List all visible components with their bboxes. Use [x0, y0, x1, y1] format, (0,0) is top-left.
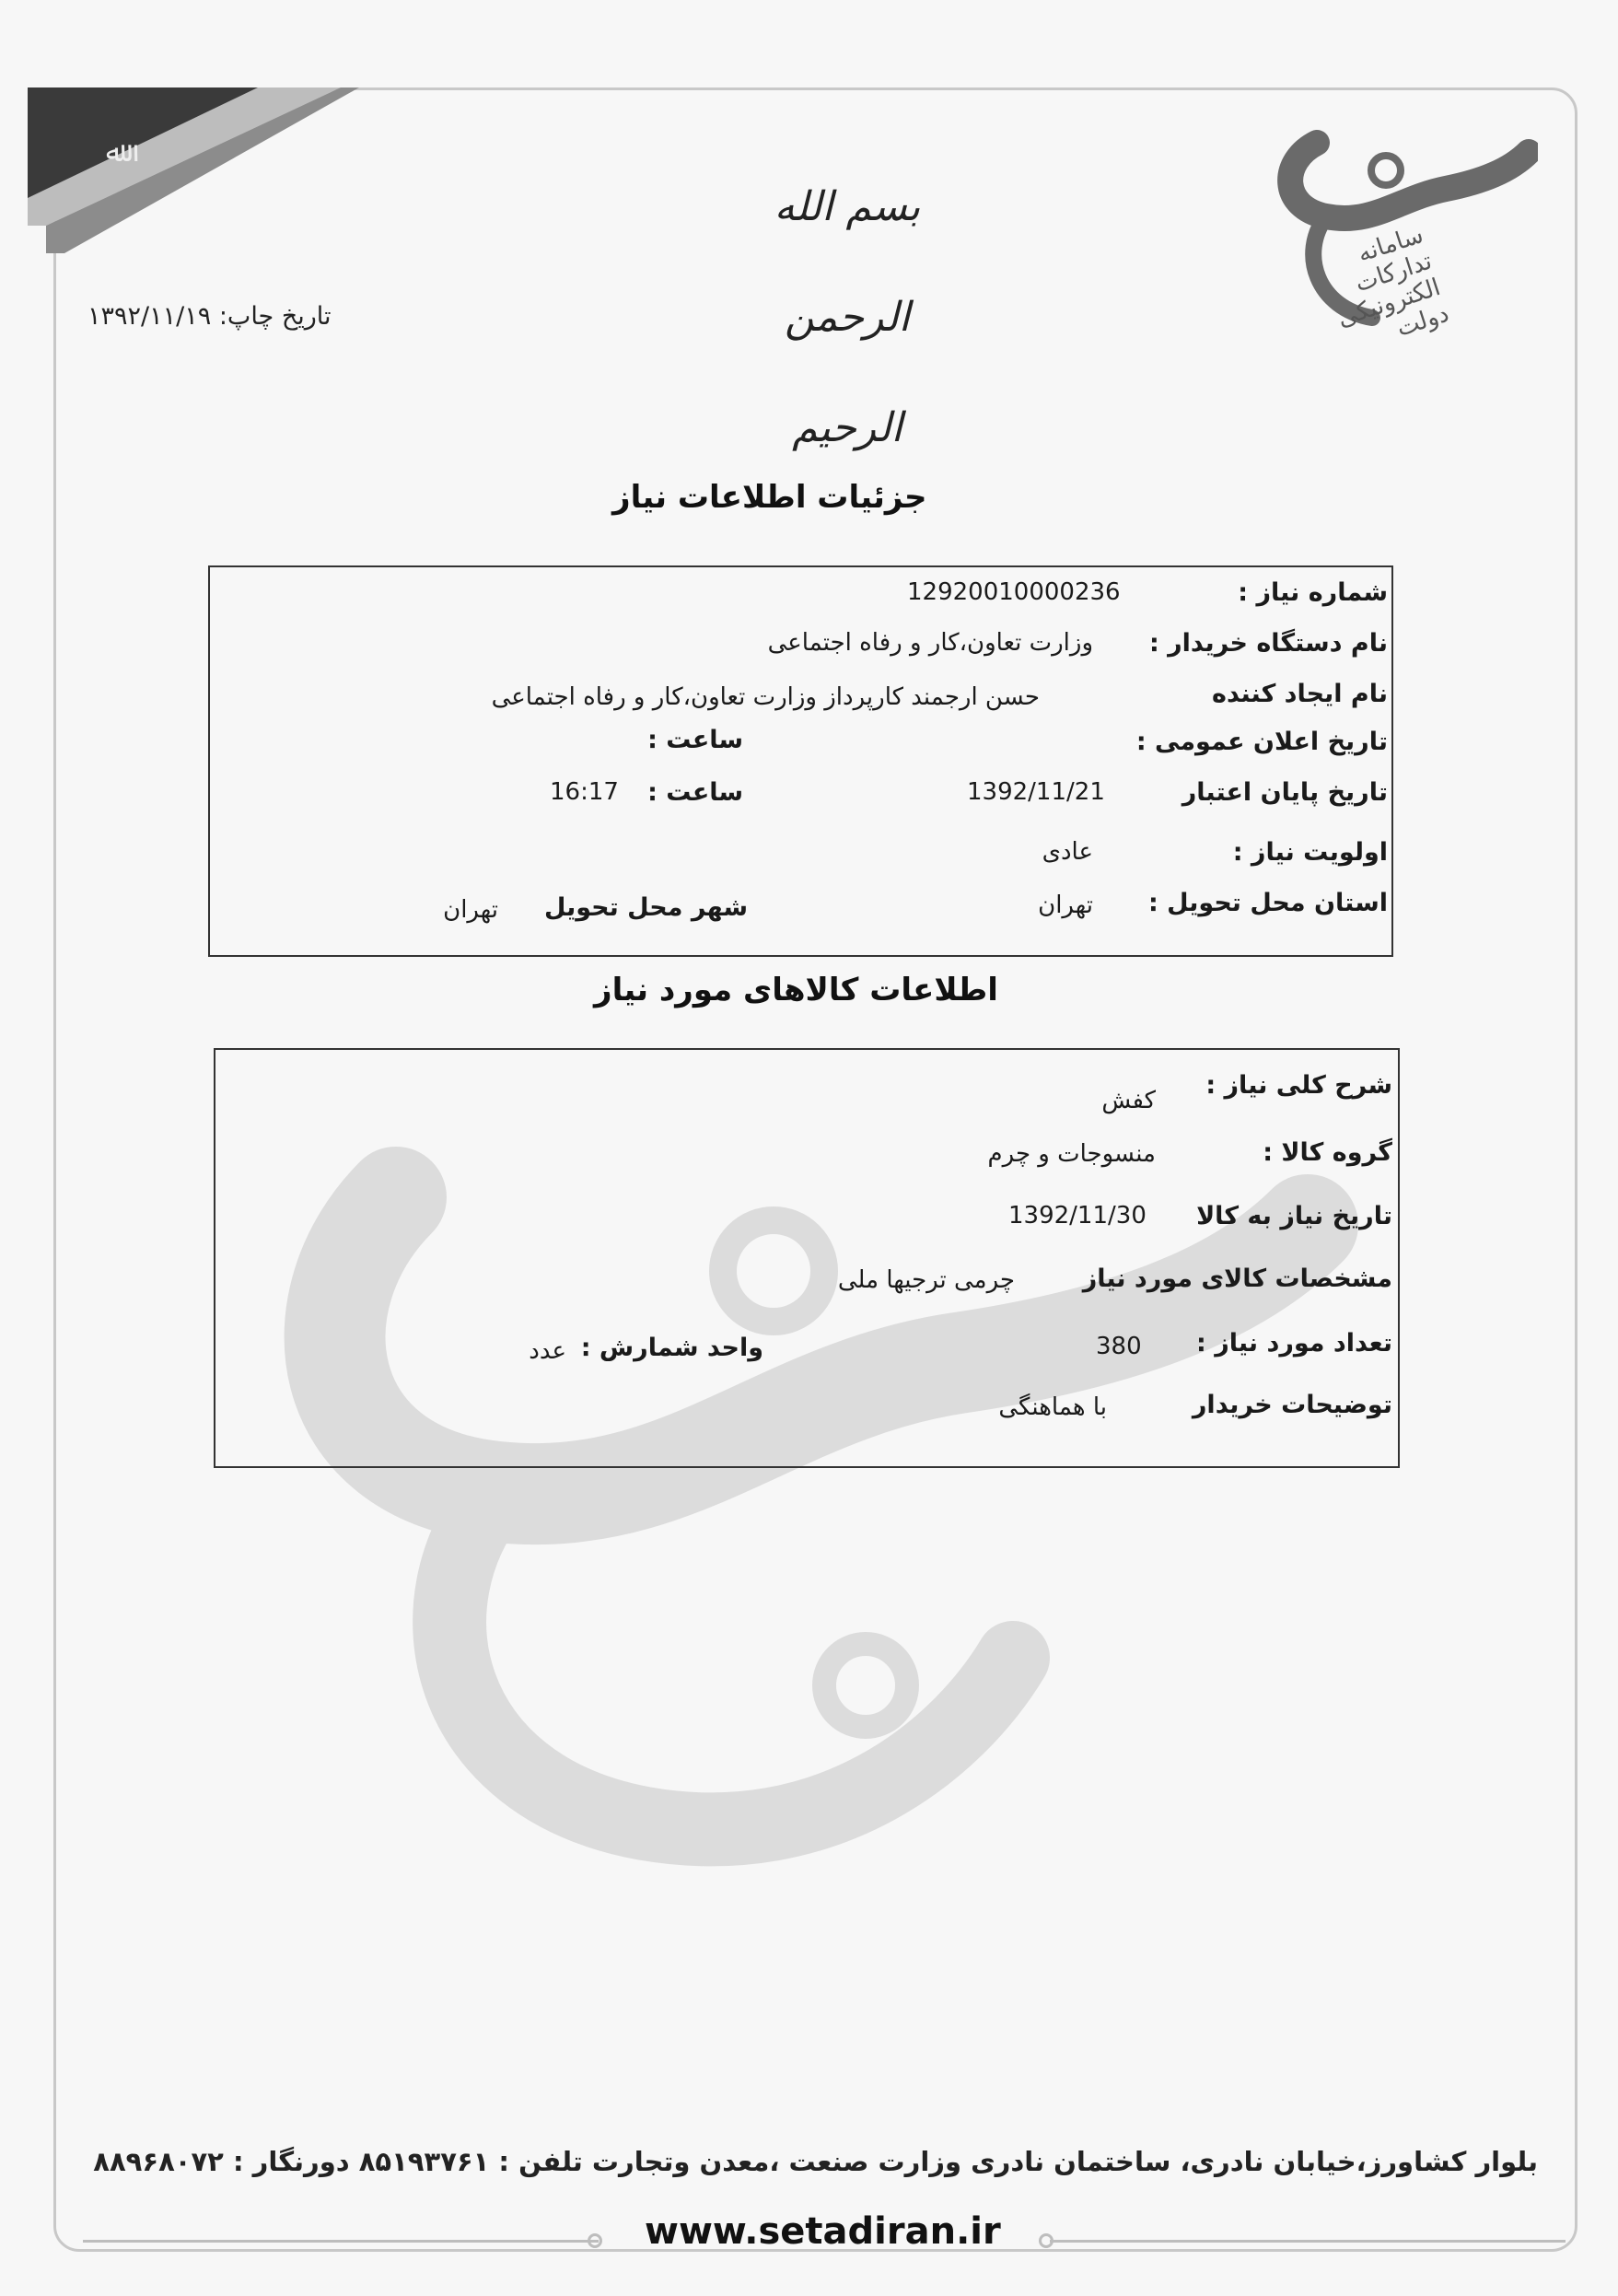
need-number-label: شماره نیاز : [1238, 578, 1388, 607]
svg-text:ﷲ: ﷲ [106, 136, 122, 169]
logo-caption: سامانه تدارکات الکترونیکی دولت [1333, 221, 1453, 343]
creator-label: نام ایجاد کننده [1212, 680, 1388, 708]
buyer-value: وزارت تعاون،کار و رفاه اجتماعی [767, 629, 1093, 657]
province-value: تهران [1038, 892, 1093, 919]
buyer-label: نام دستگاه خریدار : [1148, 629, 1388, 658]
validity-time-label: ساعت : [647, 778, 743, 807]
footer-url[interactable]: www.setadiran.ir [645, 2210, 1001, 2253]
need-date-label: تاریخ نیاز به کالا [1196, 1202, 1392, 1230]
validity-time-value: 16:17 [550, 778, 619, 806]
validity-end-value: 1392/11/21 [967, 778, 1105, 806]
buyer-notes-value: با هماهنگی [998, 1393, 1107, 1421]
quantity-label: تعداد مورد نیاز : [1196, 1329, 1392, 1358]
buyer-notes-label: توضیحات خریدار [1192, 1391, 1392, 1419]
goods-info-title: اطلاعات کالاهای مورد نیاز [594, 972, 998, 1008]
footer-divider-left [83, 2240, 599, 2243]
group-value: منسوجات و چرم [987, 1140, 1156, 1168]
priority-value: عادی [1042, 838, 1093, 866]
creator-value: حسن ارجمند کارپرداز وزارت تعاون،کار و رفاه اجتماعی [491, 683, 1040, 711]
group-label: گروه کالا : [1263, 1138, 1392, 1167]
need-details-title: جزئیات اطلاعات نیاز [612, 479, 927, 516]
footer-address: بلوار کشاورز،خیابان نادری، ساختمان نادری وزارت صنعت ،معدن وتجارت تلفن : ۸۵۱۹۳۷۶۱ دورنگار : ۸۸۹۶۸۰۷۲ [93, 2146, 1538, 2177]
need-date-value: 1392/11/30 [1008, 1202, 1147, 1230]
footer-dot-left [588, 2233, 602, 2248]
priority-label: اولویت نیاز : [1232, 838, 1388, 867]
footer-divider-right [1050, 2240, 1566, 2243]
description-label: شرح کلی نیاز : [1205, 1071, 1392, 1100]
city-label: شهر محل تحویل [543, 893, 748, 922]
unit-label: واحد شمارش : [580, 1334, 763, 1362]
print-date-value: ۱۳۹۲/۱۱/۱۹ [87, 302, 212, 331]
flag-icon [28, 87, 359, 253]
announce-time-label: ساعت : [647, 726, 743, 754]
city-value: تهران [443, 896, 498, 924]
province-label: استان محل تحویل : [1147, 889, 1388, 917]
specs-label: مشخصات کالای مورد نیاز [1082, 1265, 1392, 1293]
unit-value: عدد [529, 1337, 566, 1365]
specs-value: چرمی ترجیها ملی [837, 1266, 1015, 1294]
bismillah: بسم الله الرحمن الرحیم [774, 183, 921, 451]
print-date [87, 302, 332, 331]
description-value: کفش [1101, 1087, 1156, 1114]
need-number-value: 12920010000236 [907, 578, 1121, 606]
print-date-label: تاریخ چاپ: [218, 302, 332, 331]
quantity-value: 380 [1096, 1333, 1142, 1360]
validity-end-label: تاریخ پایان اعتبار [1181, 778, 1388, 807]
announce-date-label: تاریخ اعلان عمومی : [1135, 728, 1388, 756]
iran-flag-emblem [28, 87, 359, 253]
